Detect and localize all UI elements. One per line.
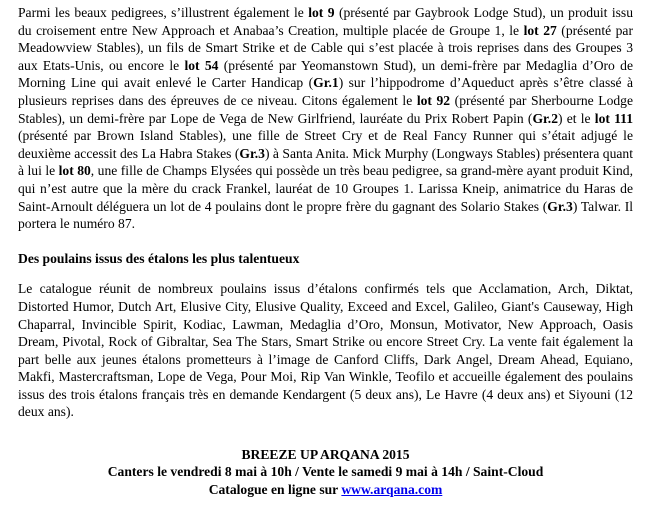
lot-54: lot 54 bbox=[184, 57, 219, 73]
text-run: ) et le bbox=[558, 110, 595, 126]
text-run: (présenté par Meadowview Stables), un fils de Smart Strike et de Cable qui s’est placée à trois reprises dans des Groupes 3 aux Etats-Unis, ou encore le bbox=[18, 22, 633, 73]
text-run: (présenté par Sherbourne Lodge Stables), un demi-frère par Lope de Vega de New Girlfriend, lauréate du Prix Robert Papin ( bbox=[18, 92, 633, 126]
group-grade: Gr.2 bbox=[532, 110, 558, 126]
text-run: ) à Santa Anita. Mick Murphy (Longways Stables) présentera quant à lui le bbox=[18, 145, 633, 179]
catalogue-link[interactable]: www.arqana.com bbox=[341, 481, 443, 497]
lot-111: lot 111 bbox=[594, 110, 634, 126]
event-title: BREEZE UP ARQANA 2015 bbox=[241, 447, 410, 463]
lot-27: lot 27 bbox=[523, 22, 557, 38]
text-run: (présenté par Brown Island Stables), une fille de Street Cry et de Real Fancy Runner qui s’était adjugé le deuxième accessit des La Habra Stakes ( bbox=[18, 128, 633, 161]
group-grade: Gr.1 bbox=[313, 75, 339, 91]
catalogue-line bbox=[18, 481, 633, 498]
stallions-paragraph: Le catalogue réunit de nombreux poulains issus d’étalons confirmés tels que Acclamation, Arch, Diktat, Distorted Humor, Dutch Art, Elusive City, Elusive Quality, Exceed and Excel, Galileo, Giant's Causeway, High Chaparral, Invincible Spirit, Kodiac, Lawman, Medaglia d’Oro, Monsun, Motivator, New Approach, Oasis Dream, Pivotal, Rock of Gibraltar, Sea The Stars, Smart Strike ou encore Street Cry. La vente fait également la part belle aux jeunes étalons prometteurs à l’image de Canford Cliffs, Dark Angel, Dream Ahead, Equiano, Makfi, Mastercraftsman, Lope de Vega, Pour Moi, Rip Van Winkle, Teofilo et accueille également des poulains issus des trois étalons français très en demande Kendargent (5 deux ans), Le Havre (4 deux ans) et Siyouni (12 deux ans). bbox=[18, 281, 633, 420]
document-page bbox=[18, 4, 633, 498]
text-run: (présenté par Yeomanstown Stud), un demi-frère par Medaglia d’Oro de Morning Line qui avait enlevé le Carter Handicap ( bbox=[18, 57, 633, 91]
section-heading: Des poulains issus des étalons les plus talentueux bbox=[18, 250, 300, 266]
lot-92: lot 92 bbox=[416, 92, 451, 108]
event-dates: Canters le vendredi 8 mai à 10h / Vente le samedi 9 mai à 14h / Saint-Cloud bbox=[107, 464, 544, 480]
group-grade: Gr.3 bbox=[239, 145, 265, 161]
lot-9: lot 9 bbox=[308, 5, 335, 20]
text-run: (présenté par Gaybrook Lodge Stud), un produit issu du croisement entre New Approach et Anabaa’s Creation, multiple placée de Groupe 1, le bbox=[18, 5, 633, 38]
catalogue-prefix: Catalogue en ligne sur bbox=[208, 481, 342, 497]
text-run: Parmi les beaux pedigrees, s’illustrent également le bbox=[18, 5, 309, 20]
text-run: ) Talwar. Il portera le numéro 87. bbox=[18, 198, 634, 232]
group-grade: Gr.3 bbox=[547, 198, 573, 214]
lot-80: lot 80 bbox=[58, 163, 91, 179]
text-run: , une fille de Champs Elysées qui possède un très beau pedigree, sa grand-mère ayant produit Kind, qui n’est autre que la mère du crack Frankel, lauréat de 10 Groupes 1. Larissa Kneip, animatrice du Haras de Saint-Arnoult déléguera un lot de 4 poulains dont le propre frère du gagnant des Solario Stakes ( bbox=[18, 163, 633, 214]
text-run: ) sur l’hippodrome d’Aqueduct après s’être classé à plusieurs reprises dans des épreuves de ce niveau. Citons également le bbox=[18, 75, 633, 108]
pedigree-paragraph bbox=[18, 4, 633, 233]
event-footer bbox=[18, 446, 633, 498]
